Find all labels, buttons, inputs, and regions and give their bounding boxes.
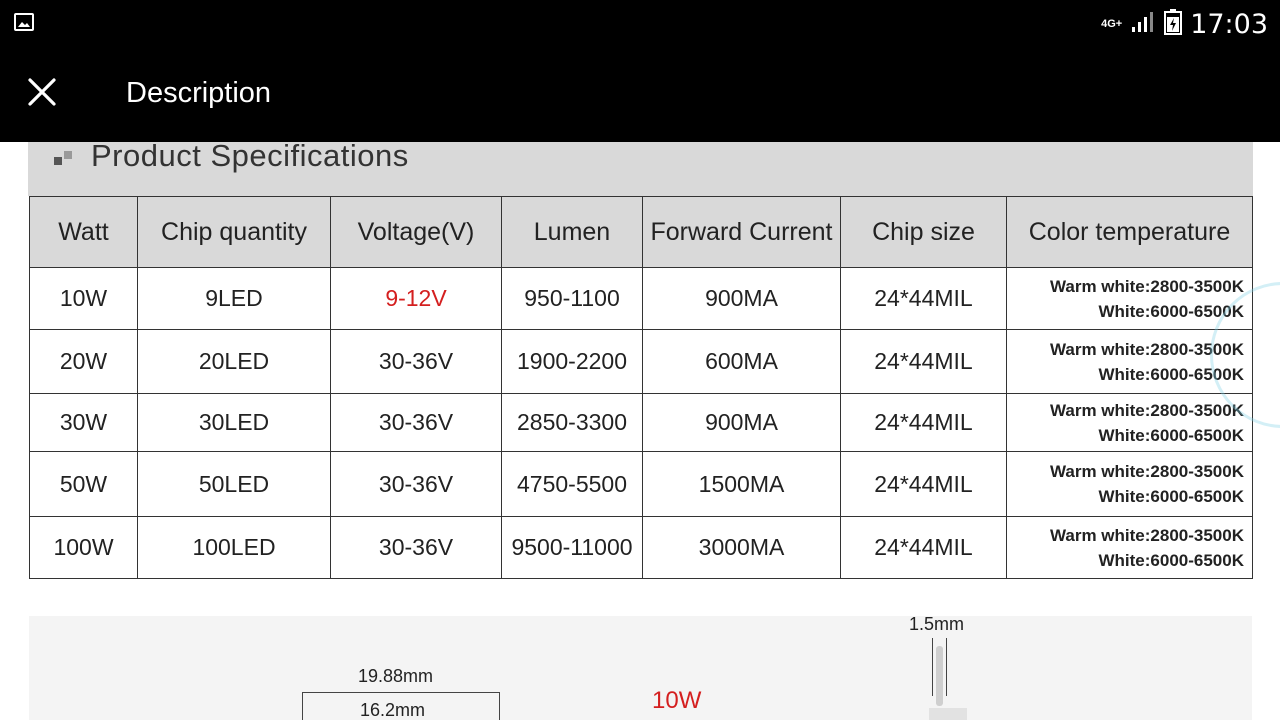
dim-outer-width: 19.88mm: [358, 666, 434, 686]
ct-white: White:6000-6500K: [1098, 364, 1244, 384]
cell-watt: 100W: [30, 517, 138, 579]
dim-inner-width: 16.2mm: [360, 700, 426, 720]
table-row: [30, 330, 1253, 394]
cell-lumen: 9500-11000: [502, 517, 643, 579]
ct-warm: Warm white:2800-3500K: [1049, 525, 1244, 545]
column-header: Lumen: [502, 197, 643, 268]
cell-voltage: 30-36V: [331, 517, 502, 579]
status-bar: [0, 0, 1280, 48]
cell-size: 24*44MIL: [841, 517, 1007, 579]
cell-voltage: 30-36V: [331, 330, 502, 394]
dim-line: [302, 692, 500, 693]
cell-chips: 30LED: [138, 394, 331, 452]
cell-lumen: 4750-5500: [502, 452, 643, 517]
cell-current: 900MA: [643, 268, 841, 330]
chip-base: [929, 708, 967, 720]
cell-watt: 10W: [30, 268, 138, 330]
cell-lumen: 1900-2200: [502, 330, 643, 394]
cell-watt: 30W: [30, 394, 138, 452]
cell-color-temp: [1007, 394, 1253, 452]
column-header: Watt: [30, 197, 138, 268]
close-button[interactable]: [22, 72, 62, 112]
cell-current: 900MA: [643, 394, 841, 452]
image-icon: [14, 13, 34, 31]
clock: 17:03: [1190, 8, 1268, 40]
page-title: Description: [126, 77, 272, 109]
dimension-diagram: [29, 616, 1252, 720]
dim-line: [932, 638, 933, 696]
cell-size: 24*44MIL: [841, 452, 1007, 517]
column-header: Color temperature: [1007, 197, 1253, 268]
cell-color-temp: [1007, 452, 1253, 517]
cell-voltage: 30-36V: [331, 452, 502, 517]
cell-size: 24*44MIL: [841, 330, 1007, 394]
cell-size: 24*44MIL: [841, 268, 1007, 330]
ct-white: White:6000-6500K: [1098, 550, 1244, 570]
spec-title: Product Specifications: [91, 142, 409, 173]
chip-side-view: [936, 646, 943, 706]
table-header-row: [30, 197, 1253, 268]
cell-chips: 9LED: [138, 268, 331, 330]
cell-color-temp: [1007, 268, 1253, 330]
table-row: [30, 268, 1253, 330]
spec-header: [28, 142, 1253, 196]
cell-chips: 50LED: [138, 452, 331, 517]
cell-current: 1500MA: [643, 452, 841, 517]
network-type-label: 4G+: [1101, 18, 1123, 30]
status-icons: [1101, 6, 1268, 42]
bullet-icon: [54, 147, 76, 169]
cell-voltage: 30-36V: [331, 394, 502, 452]
column-header: Forward Current: [643, 197, 841, 268]
ct-warm: Warm white:2800-3500K: [1049, 462, 1244, 481]
dim-line: [499, 692, 500, 720]
cell-chips: 20LED: [138, 330, 331, 394]
close-icon: [22, 72, 62, 112]
cell-current: 3000MA: [643, 517, 841, 579]
cell-chips: 100LED: [138, 517, 331, 579]
battery-icon: [1164, 9, 1182, 40]
dim-line: [302, 692, 303, 720]
spec-table: [29, 196, 1253, 579]
cell-size: 24*44MIL: [841, 394, 1007, 452]
ct-warm: Warm white:2800-3500K: [1049, 276, 1244, 296]
cell-current: 600MA: [643, 330, 841, 394]
dim-line: [946, 638, 947, 696]
ct-warm: Warm white:2800-3500K: [1049, 339, 1244, 359]
signal-icon: [1130, 11, 1156, 38]
cell-watt: 20W: [30, 330, 138, 394]
ct-white: White:6000-6500K: [1098, 425, 1244, 445]
ct-white: White:6000-6500K: [1098, 301, 1244, 321]
cell-voltage: 9-12V: [331, 268, 502, 330]
column-header: Chip size: [841, 197, 1007, 268]
cell-lumen: 950-1100: [502, 268, 643, 330]
column-header: Voltage(V): [331, 197, 502, 268]
cell-watt: 50W: [30, 452, 138, 517]
cell-color-temp: [1007, 517, 1253, 579]
description-image[interactable]: [0, 142, 1280, 720]
model-label: 10W: [652, 687, 702, 714]
ct-warm: Warm white:2800-3500K: [1049, 400, 1244, 420]
table-row: [30, 517, 1253, 579]
column-header: Chip quantity: [138, 197, 331, 268]
table-row: [30, 452, 1253, 517]
ct-white: White:6000-6500K: [1098, 487, 1244, 506]
table-row: [30, 394, 1253, 452]
cell-lumen: 2850-3300: [502, 394, 643, 452]
app-bar: [0, 48, 1280, 142]
dim-thickness: 1.5mm: [909, 614, 965, 634]
